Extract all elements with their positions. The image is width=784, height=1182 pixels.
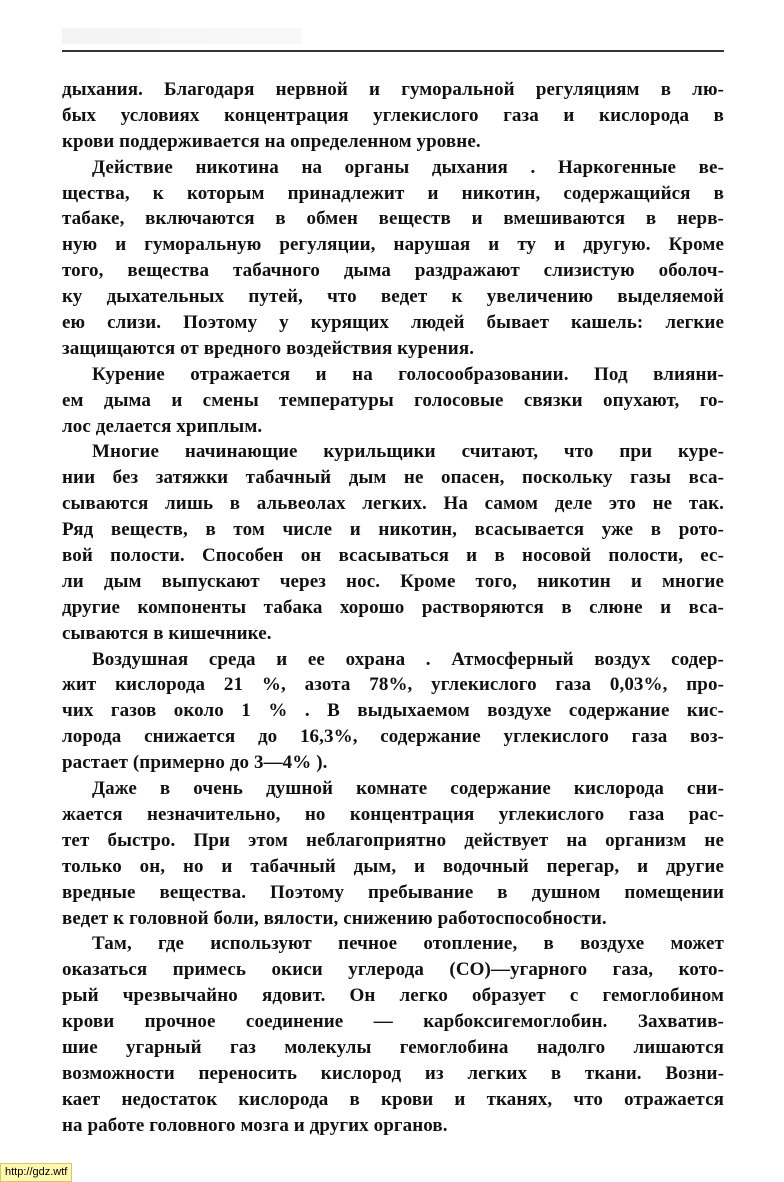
text-line: табаке, включаются в обмен веществ и вмешиваются в нерв- (62, 208, 724, 230)
paragraph (62, 77, 724, 155)
text-line: ную и гуморальную регуляции, нарушая и ту и другую. Кроме (62, 234, 724, 256)
text-line: того, вещества табачного дыма раздражают слизистую оболоч- (62, 260, 724, 282)
text-line: бых условиях концентрация углекислого газа и кислорода в (62, 104, 724, 126)
text-line: Даже в очень душной комнате содержание кислорода сни- (92, 778, 724, 800)
text-line: другие компоненты табака хорошо растворяются в слюне и вса- (62, 596, 724, 618)
text-line: рый чрезвычайно ядовит. Он легко образует с гемоглобином (62, 985, 724, 1007)
text-line: Там, где используют печное отопление, в воздухе может (92, 933, 724, 955)
text-line: на работе головного мозга и других органов. (62, 1114, 448, 1136)
text-line: растает (примерно до 3—4% ). (62, 752, 328, 774)
text-line: тет быстро. При этом неблагоприятно действует на организм не (62, 829, 724, 851)
text-line: вой полости. Способен он всасываться и в носовой полости, ес- (62, 545, 724, 567)
watermark-link[interactable]: http://gdz.wtf (0, 1163, 72, 1182)
paragraph (62, 776, 724, 931)
text-line: шие угарный газ молекулы гемоглобина надолго лишаются (62, 1036, 724, 1058)
text-line: защищаются от вредного воздействия курения. (62, 337, 475, 359)
text-line: возможности переносить кислород из легких в ткани. Возни- (62, 1062, 724, 1084)
text-line: сываются в кишечнике. (62, 622, 272, 644)
text-line: лорода снижается до 16,3%, содержание углекислого газа воз- (62, 726, 724, 748)
text-line: Ряд веществ, в том числе и никотин, всасывается уже в рото- (62, 519, 724, 541)
text-line: жит кислорода 21 %, азота 78%, углекислого газа 0,03%, про- (62, 674, 724, 696)
text-line: крови прочное соединение — карбоксигемоглобин. Захватив- (62, 1011, 724, 1033)
text-line: сываются лишь в альвеолах легких. На самом деле это не так. (62, 493, 724, 515)
paragraph (62, 439, 724, 646)
text-line: лос делается хриплым. (62, 415, 263, 437)
text-line: Курение отражается и на голосообразовании. Под влияни- (92, 363, 724, 385)
paragraph (62, 931, 724, 1138)
text-line: ем дыма и смены температуры голосовые связки опухают, го- (62, 389, 724, 411)
text-line: нии без затяжки табачный дым не опасен, поскольку газы вса- (62, 467, 724, 489)
text-line: ли дым выпускают через нос. Кроме того, никотин и многие (62, 570, 724, 592)
page-body (62, 77, 724, 1139)
text-line: жается незначительно, но концентрация углекислого газа рас- (62, 803, 724, 825)
running-header (62, 28, 302, 44)
paragraph (62, 362, 724, 440)
text-line: Многие начинающие курильщики считают, что при куре- (92, 441, 724, 463)
text-line: кает недостаток кислорода в крови и тканях, что отражается (62, 1088, 724, 1110)
header-rule (62, 50, 724, 52)
text-line: чих газов около 1 % . В выдыхаемом воздухе содержание кис- (62, 700, 724, 722)
text-line: только он, но и табачный дым, и водочный перегар, и другие (62, 855, 724, 877)
text-line: вредные вещества. Поэтому пребывание в душном помещении (62, 881, 724, 903)
text-line: ведет к головной боли, вялости, снижению работоспособности. (62, 907, 607, 929)
text-line: дыхания. Благодаря нервной и гуморальной регуляциям в лю- (62, 79, 724, 100)
text-line: оказаться примесь окиси углерода (СО)—угарного газа, кото- (62, 959, 724, 981)
text-line: Воздушная среда и ее охрана . Атмосферный воздух содер- (92, 648, 724, 670)
paragraph (62, 647, 724, 776)
text-line: щества, к которым принадлежит и никотин, содержащийся в (62, 182, 724, 204)
text-line: ею слизи. Поэтому у курящих людей бывает кашель: легкие (62, 312, 724, 334)
paragraph (62, 155, 724, 362)
text-line: крови поддерживается на определенном уровне. (62, 130, 481, 152)
text-line: Действие никотина на органы дыхания . Наркогенные ве- (92, 156, 724, 178)
text-line: ку дыхательных путей, что ведет к увеличению выделяемой (62, 286, 724, 308)
